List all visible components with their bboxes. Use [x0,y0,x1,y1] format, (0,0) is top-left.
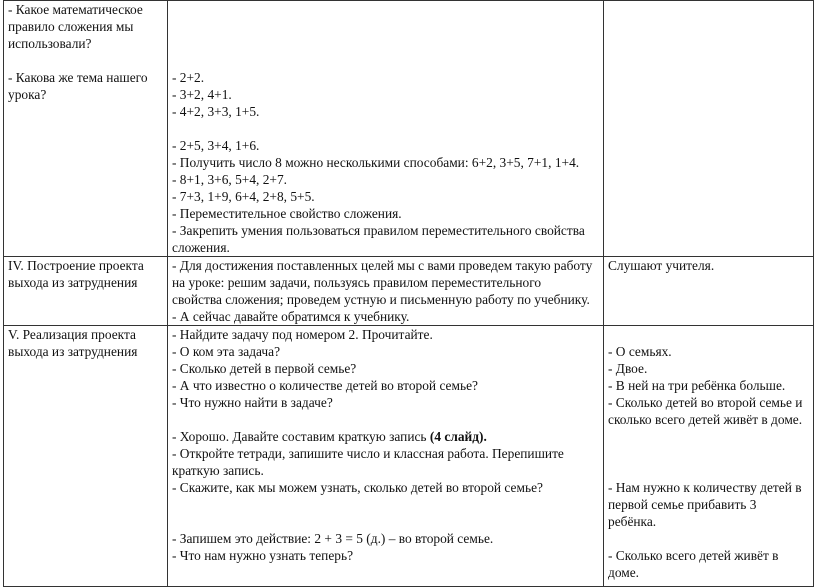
teacher-activity-cell [168,326,604,587]
text-line: - 7+3, 1+9, 6+4, 2+8, 5+5. [172,189,315,204]
teacher-lines-a [172,326,599,428]
text-line: - Переместительное свойство сложения. [172,206,402,221]
text-line: урока? [8,87,47,102]
table-row [4,326,814,587]
text-line: - Сколько детей во второй семье и [608,395,803,410]
text-line: - 2+2. [172,70,205,85]
text-line: - Нам нужно к количеству детей в [608,480,802,495]
text-line: - Сколько всего детей живёт в [608,548,779,563]
text-line: правило сложения мы [8,19,134,34]
blank-line [172,513,599,530]
teacher-activity-cell [168,1,604,257]
text-line: - Найдите задачу под номером 2. Прочитайте. [172,327,433,342]
text-line: краткую запись. [172,463,264,478]
text-line: - Что нам нужно узнать теперь? [172,548,354,563]
stage-cell [4,1,168,257]
student-activity-cell [604,326,814,587]
blank-line [172,411,599,428]
text-line: - Какое математическое [8,2,143,17]
text-line: - 2+5, 3+4, 1+6. [172,138,260,153]
text-line: - Сколько детей в первой семье? [172,361,357,376]
text-line: ребёнка. [608,514,657,529]
teacher-lines-c [172,445,599,564]
blank-line [608,326,809,343]
blank-line [608,462,809,479]
blank-line [172,52,599,69]
text-line: - 8+1, 3+6, 5+4, 2+7. [172,172,288,187]
text-line: - Какова же тема нашего [8,70,148,85]
text-line: свойства сложения; проведем устную и письменную работу по учебнику. [172,292,590,307]
text-line: выхода из затруднения [8,275,138,290]
text-line: на уроке: решим задачи, пользуясь правилом переместительного [172,275,542,290]
text-line: использовали? [8,36,92,51]
blank-line [172,35,599,52]
teacher-activity-cell [168,257,604,326]
text-line: - В ней на три ребёнка больше. [608,378,786,393]
text-line: выхода из затруднения [8,344,138,359]
text-line: - А что известно о количестве детей во второй семье? [172,378,478,393]
text-line: - Получить число 8 можно несколькими способами: 6+2, 3+5, 7+1, 1+4. [172,155,580,170]
text-line: - Двое. [608,361,648,376]
text-line: - Запишем это действие: 2 + 3 = 5 (д.) – во второй семье. [172,531,494,546]
blank-line [172,120,599,137]
text-line: - Для достижения поставленных целей мы с вами проведем такую работу [172,258,593,273]
text-line: Слушают учителя. [608,258,715,273]
text-line: - 3+2, 4+1. [172,87,232,102]
table-row [4,257,814,326]
blank-line [172,18,599,35]
slide-reference: (4 слайд). [429,429,487,444]
text-line: IV. Построение проекта [8,258,144,273]
text-line: - Что нужно найти в задаче? [172,395,333,410]
text-line: - Закрепить умения пользоваться правилом переместительного свойства [172,223,585,238]
text-line: сколько всего детей живёт в доме. [608,412,803,427]
blank-line [608,530,809,547]
blank-line [608,428,809,445]
text-line: сложения. [172,240,230,255]
stage-cell [4,326,168,587]
blank-line [608,445,809,462]
stage-cell [4,257,168,326]
blank-line [8,52,163,69]
text-line: - Скажите, как мы можем узнать, сколько детей во второй семье? [172,480,543,495]
blank-line [172,496,599,513]
table-row [4,1,814,257]
lesson-plan-table [3,0,814,587]
text-line: - А сейчас давайте обратимся к учебнику. [172,309,410,324]
student-activity-cell [604,1,814,257]
text-line: - Откройте тетради, запишите число и классная работа. Перепишите [172,446,564,461]
teacher-line-text: - Хорошо. Давайте составим краткую запись [172,429,430,444]
student-activity-cell [604,257,814,326]
text-line: первой семье прибавить 3 [608,497,757,512]
teacher-line-slide [172,428,599,445]
blank-line [172,1,599,18]
text-line: - О ком эта задача? [172,344,281,359]
text-line: доме. [608,565,640,580]
text-line: - 4+2, 3+3, 1+5. [172,104,260,119]
text-line: - О семьях. [608,344,672,359]
text-line: V. Реализация проекта [8,327,136,342]
